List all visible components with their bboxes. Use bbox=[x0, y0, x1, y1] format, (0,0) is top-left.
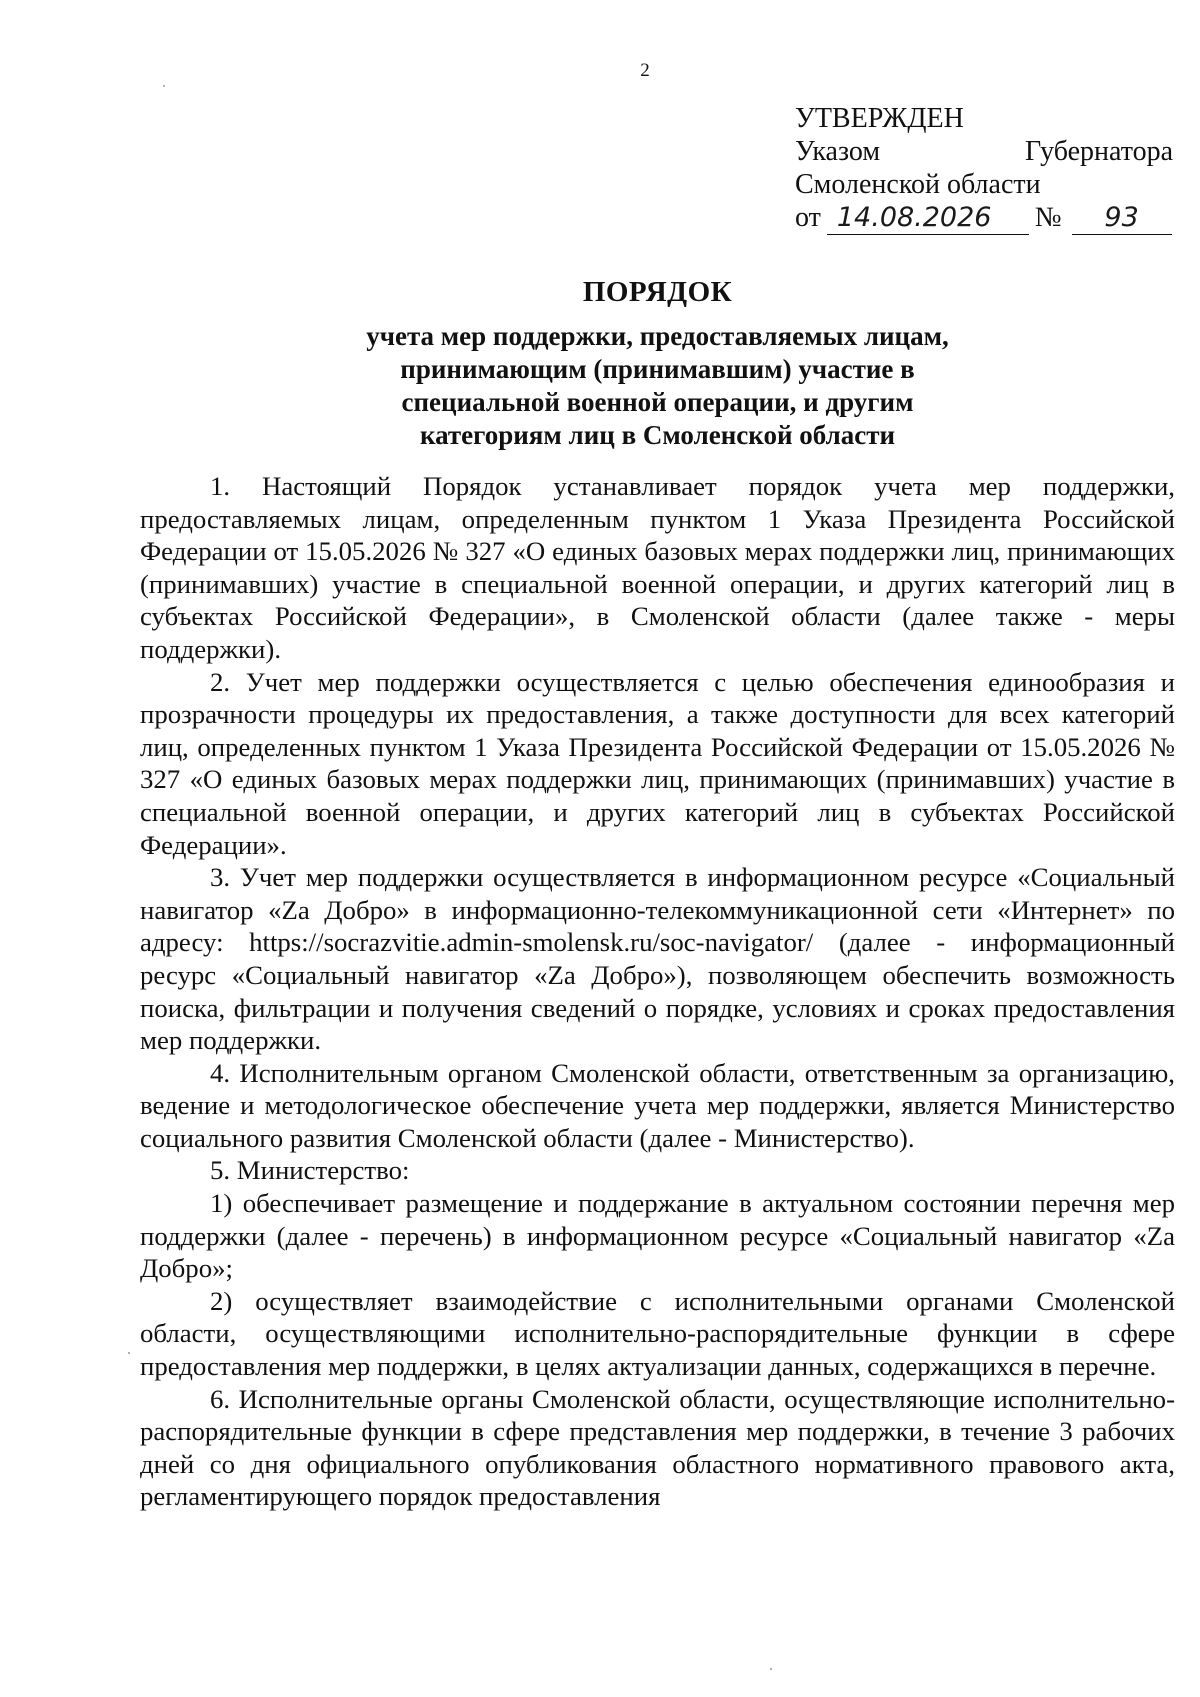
document-subtitle bbox=[140, 320, 1175, 452]
paragraph-4: 4. Исполнительным органом Смоленской области, ответственным за организацию, ведение и методологическое обеспечение учета мер поддержки, является Министерство социального развития Смоленской области (далее - Министерство). bbox=[140, 1057, 1175, 1153]
subtitle-line: специальной военной операции, и другим bbox=[401, 387, 914, 417]
paragraph-6: 6. Исполнительные органы Смоленской области, осуществляющие исполнительно-распорядительные функции в сфере представления мер поддержки, в течение 3 рабочих дней со дня официального опубликования областного нормативного правового акта, регламентирующего порядок предоставления bbox=[140, 1383, 1175, 1512]
paragraph-5-item-1: 1) обеспечивает размещение и поддержание в актуальном состоянии перечня мер поддержки (далее - перечень) в информационном ресурсе «Социальный навигатор «Za Добро»; bbox=[140, 1188, 1175, 1284]
decree-word: Указом bbox=[795, 136, 881, 167]
region-line: Смоленской области bbox=[795, 169, 1041, 200]
number-sign: № bbox=[1034, 202, 1062, 233]
scan-speck bbox=[128, 1352, 130, 1354]
approved-label: УТВЕРЖДЕН bbox=[795, 103, 964, 134]
paragraph-5: 5. Министерство: bbox=[210, 1155, 410, 1186]
paragraph-2: 2. Учет мер поддержки осуществляется с целью обеспечения единообразия и прозрачности процедуры их предоставления, а также доступности для всех категорий лиц, определенных пунктом 1 Указа Президента Российской Федерации от 15.05.2026 № 327 «О единых базовых мерах поддержки лиц, принимающих (принимавших) участие в специальной военной операции, и других категорий лиц в субъектах Российской Федерации». bbox=[140, 666, 1175, 860]
decree-line bbox=[795, 135, 1173, 168]
scan-speck bbox=[770, 1668, 772, 1670]
date-prefix: от bbox=[795, 202, 821, 233]
governor-word: Губернатора bbox=[1024, 136, 1173, 167]
document-title: ПОРЯДОК bbox=[582, 276, 733, 308]
page-number: 2 bbox=[640, 60, 650, 81]
handwritten-number: 93 bbox=[1072, 201, 1172, 235]
subtitle-line: принимающим (принимавшим) участие в bbox=[400, 354, 915, 384]
subtitle-line: учета мер поддержки, предоставляемых лицам, bbox=[366, 321, 949, 351]
document-body bbox=[140, 470, 1175, 1513]
approval-stamp bbox=[795, 102, 1173, 235]
paragraph-5-item-2: 2) осуществляет взаимодействие с исполнительными органами Смоленской области, осуществляющими исполнительно-распорядительные функции в сфере предоставления мер поддержки, в целях актуализации данных, содержащихся в перечне. bbox=[140, 1285, 1175, 1382]
scan-speck bbox=[163, 85, 165, 87]
handwritten-date: 14.08.2026 bbox=[827, 201, 1029, 235]
paragraph-3: 3. Учет мер поддержки осуществляется в информационном ресурсе «Социальный навигатор «Za Добро» в информационно-телекоммуникационной сети «Интернет» по адресу: https://socrazvitie.admin-smolensk.ru/soc-navigator/ (далее - информационный ресурс «Социальный навигатор «Za Добро»), позволяющем обеспечить возможность поиска, фильтрации и получения сведений о порядке, условиях и сроках предоставления мер поддержки. bbox=[140, 862, 1175, 1056]
subtitle-line: категориям лиц в Смоленской области bbox=[419, 420, 896, 450]
date-number-line bbox=[795, 201, 1173, 235]
paragraph-1: 1. Настоящий Порядок устанавливает порядок учета мер поддержки, предоставляемых лицам, определенным пунктом 1 Указа Президента Российской Федерации от 15.05.2026 № 327 «О единых базовых мерах поддержки лиц, принимающих (принимавших) участие в специальной военной операции, и других категорий лиц в субъектах Российской Федерации», в Смоленской области (далее также - меры поддержки). bbox=[140, 471, 1175, 664]
document-heading bbox=[140, 274, 1175, 452]
